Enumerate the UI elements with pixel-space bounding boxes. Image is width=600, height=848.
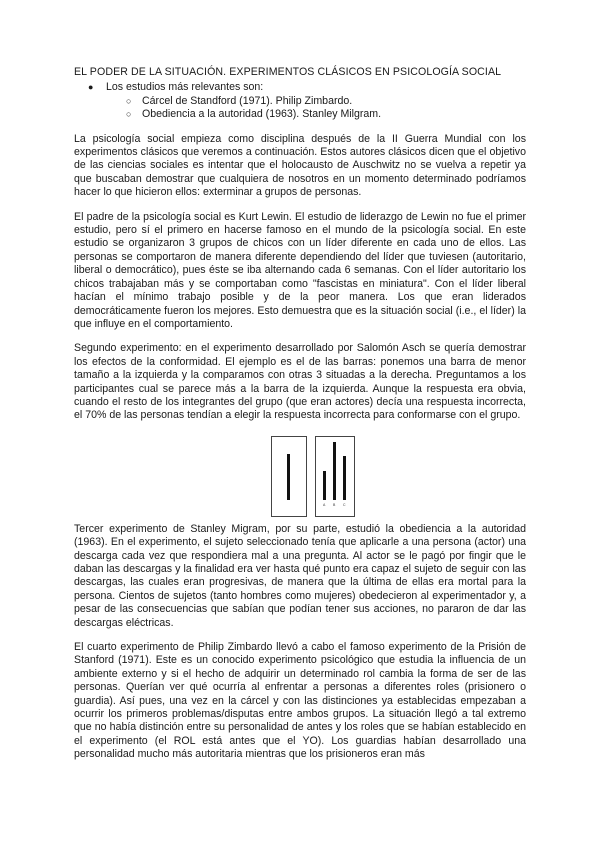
paragraph-zimbardo: El cuarto experimento de Philip Zimbardo llevó a cabo el famoso experimento de la Prisión de Stanford (1971). Este es un conocido experimento psicológico que estudia la influencia de un ambiente externo y si el hecho de adquirir un determinado rol cambia la forma de ser de las personas. Querían ver qué ocurría al enfrentar a personas a diferentes roles (prisionero o guardia). Así pues, una vez en la cárcel y con las distinciones ya establecidas empezaban a ocurrir los primeros problemas/disputas entre ambos grupos. La situación llegó a tal extremo que no había distinción entre su personalidad de antes y los roles que se habían establecido en el experimento (el ROL está antes que el YO). Los guardias habían desarrollado una personalidad mucho más autoritaria mientras que los prisioneros eran más [74,641,526,761]
sub-bullet-text: Cárcel de Standford (1971). Philip Zimbardo. [142,94,353,107]
comparison-label-b: B [333,502,336,507]
comparison-line-c [343,456,346,500]
comparison-label-c: C [343,502,346,507]
comparison-line-a [323,471,326,500]
document-title: EL PODER DE LA SITUACIÓN. EXPERIMENTOS CLÁSICOS EN PSICOLOGÍA SOCIAL [74,66,502,78]
paragraph-asch: Segundo experimento: en el experimento desarrollado por Salomón Asch se quería demostrar los efectos de la conformidad. El ejemplo es el de las barras: ponemos una barra de menor tamaño a la izquierda y la comparamos con otras 3 situadas a la derecha. Preguntamos a los participantes cual se parece más a la barra de la izquierda. Aunque la respuesta era obvia, cuando el resto de los integrantes del grupo (que eran actores) decía una respuesta incorrecta, el 70% de las personas tendían a elegir la respuesta incorrecta para conformarse con el grupo. [74,342,526,422]
comparison-label-a: A [323,502,326,507]
filled-circle-bullet-icon: ● [88,82,94,93]
comparison-line-b [333,442,336,500]
comparison-card [315,436,355,517]
hollow-circle-bullet-icon: ○ [126,109,132,120]
hollow-circle-bullet-icon: ○ [126,95,132,106]
sub-bullet-text: Obediencia a la autoridad (1963). Stanley Milgram. [142,108,382,121]
reference-card [271,436,307,517]
bullet-text: Los estudios más relevantes son: [106,81,264,94]
reference-line [287,454,290,500]
paragraph-intro: La psicología social empieza como disciplina después de la II Guerra Mundial con los experimentos clásicos que veremos a continuación. Estos autores clásicos dicen que el objetivo de las ciencias sociales es intentar que el holocausto de Auschwitz no se vuelva a repetir ya que buscaban demostrar que cualquiera de nosotros en un momento determinado podríamos hacer lo que hicieron ellos: exterminar a grupos de personas. [74,132,526,199]
sub-bullet-item [74,95,526,108]
paragraph-milgram: Tercer experimento de Stanley Migram, por su parte, estudió la obediencia a la autoridad (1963). En el experimento, el sujeto seleccionado tenía que aplicarle a una persona (actor) una descarga cada vez que respondiera mal a una pregunta. Al actor se le pagó por fingir que le daban las descargas y la finalidad era ver hasta qué punto era capaz el sujeto de seguir con las descargas, las cuales eran progresivas, de manera que la última de ellas era mortal para la persona. Cientos de sujetos (tanto hombres como mujeres) obedecieron al experimentador y, a pesar de las consecuencias que sabían que podían tener sus acciones, no pararon de dar las descargas eléctricas. [74,522,526,629]
document-page [74,66,526,762]
asch-lines-figure [74,423,526,523]
bullet-item [74,81,526,94]
sub-bullet-item [74,108,526,121]
paragraph-lewin: El padre de la psicología social es Kurt Lewin. El estudio de liderazgo de Lewin no fue el primer estudio, pero sí el primero en hacerse famoso en el mundo de la psicología social. En este estudio se organizaron 3 grupos de chicos con un líder diferente en cada uno de ellos. Las personas se comportaron de manera diferente dependiendo del líder que tuviesen (autoritario, liberal o democrático), pues éste se iba alternando cada 6 semanas. Con el líder autoritario los chicos trabajaban más y se comportaban como "fascistas en miniatura". Con el líder liberal hacían el mínimo trabajo posible y de la peor manera. Los que eran liderados democráticamente fueron los mejores. Esto demuestra que es la situación social (i.e., el líder) la que influye en el comportamiento. [74,210,526,330]
